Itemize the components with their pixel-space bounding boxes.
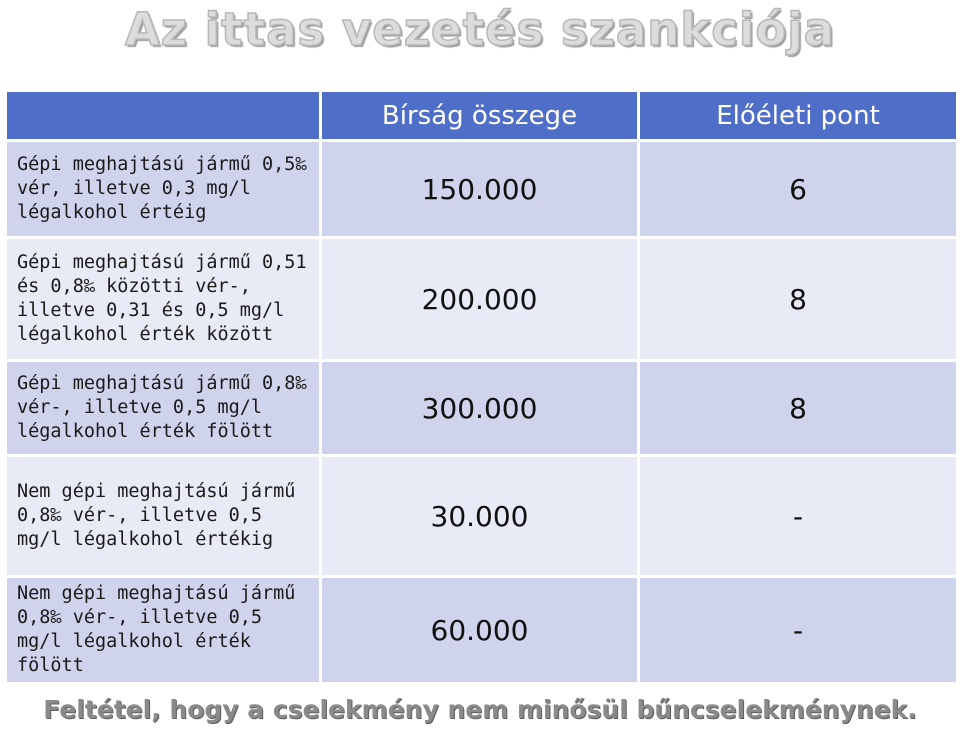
table-row: [7, 457, 956, 575]
table-header-row: [7, 92, 956, 139]
row-points: 6: [640, 142, 956, 236]
header-fine: Bírság összege: [322, 92, 637, 139]
row-description: Gépi meghajtású jármű 0,8‰ vér-, illetve 0,5 mg/l légalkohol érték fölött: [7, 362, 319, 454]
row-points: -: [640, 457, 956, 575]
row-fine: 150.000: [322, 142, 637, 236]
row-fine: 300.000: [322, 362, 637, 454]
table-row: [7, 239, 956, 359]
row-description: Gépi meghajtású jármű 0,5‰ vér, illetve 0,3 mg/l légalkohol értéig: [7, 142, 319, 236]
slide-title: Az ittas vezetés szankciója: [124, 3, 836, 56]
row-description: Nem gépi meghajtású jármű 0,8‰ vér-, illetve 0,5 mg/l légalkohol érték fölött: [7, 578, 319, 682]
table-row: [7, 578, 956, 682]
row-fine: 200.000: [322, 239, 637, 359]
row-description: Gépi meghajtású jármű 0,51 és 0,8‰ közötti vér-, illetve 0,31 és 0,5 mg/l légalkohol érték között: [7, 239, 319, 359]
table-row: [7, 362, 956, 454]
row-points: 8: [640, 362, 956, 454]
footer-note: Feltétel, hogy a cselekmény nem minősül bűncselekménynek.: [43, 695, 917, 724]
row-fine: 60.000: [322, 578, 637, 682]
row-fine: 30.000: [322, 457, 637, 575]
sanctions-table: [4, 89, 959, 685]
header-blank-cell: [7, 92, 319, 139]
row-points: -: [640, 578, 956, 682]
row-description: Nem gépi meghajtású jármű 0,8‰ vér-, illetve 0,5 mg/l légalkohol értékig: [7, 457, 319, 575]
table-row: [7, 142, 956, 236]
row-points: 8: [640, 239, 956, 359]
header-points: Előéleti pont: [640, 92, 956, 139]
